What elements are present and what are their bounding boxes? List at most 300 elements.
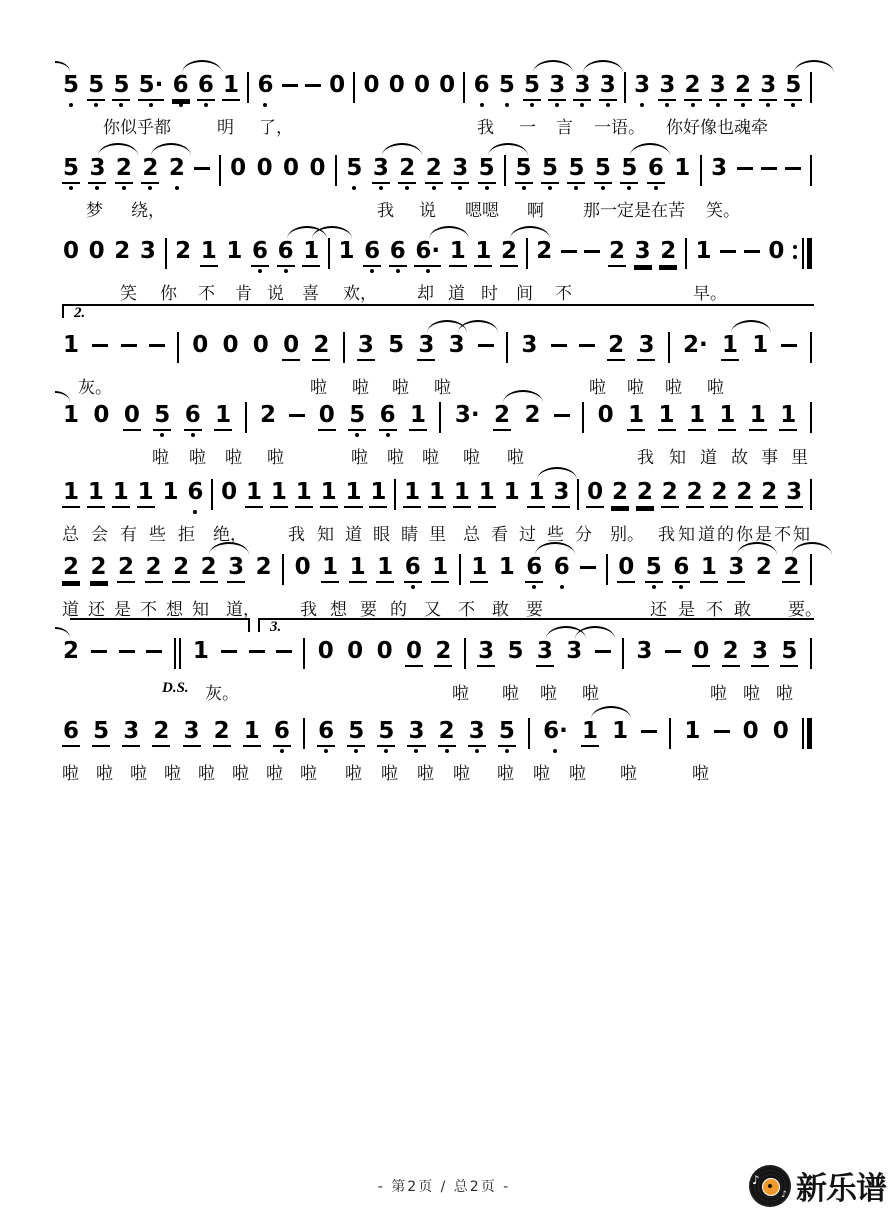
lyric-syllable: 啦 xyxy=(351,448,368,467)
barline xyxy=(802,718,812,749)
note-token: 1 xyxy=(695,238,712,264)
lyric-syllable: 不 xyxy=(706,600,723,619)
lyric-syllable: 看 xyxy=(491,525,508,544)
note-token: 1 xyxy=(87,479,105,508)
lyric-syllable: 还 xyxy=(88,600,105,619)
note-token: 1 xyxy=(214,402,232,431)
note-token: 5 xyxy=(541,155,559,184)
lyric-syllable: 想 xyxy=(166,600,183,619)
note-token: 6 xyxy=(184,402,202,431)
note-token: 2 xyxy=(117,554,135,583)
note-token: 1 xyxy=(700,554,718,583)
duration-dash xyxy=(737,167,753,170)
note-token: 5 xyxy=(498,718,516,747)
lyric-syllable: 啦 xyxy=(743,684,760,703)
lyric-syllable: 啦 xyxy=(96,764,113,783)
barline xyxy=(303,718,305,749)
barline xyxy=(282,554,284,585)
note-token: 0 xyxy=(617,554,635,583)
lyric-syllable: 知 xyxy=(678,525,695,544)
lyric-syllable: 我 xyxy=(477,118,494,137)
note-token: 1 xyxy=(338,238,355,264)
notes-row xyxy=(62,402,812,438)
note-token: 2 xyxy=(200,554,218,583)
note-token: 2 xyxy=(213,718,231,747)
note-token: 0 xyxy=(230,155,247,181)
note-token: 1 xyxy=(162,479,179,505)
note-token: 3 xyxy=(727,554,745,583)
lyric-syllable: 过 xyxy=(519,525,536,544)
lyrics-row xyxy=(62,113,812,139)
lyric-syllable: 啦 xyxy=(417,764,434,783)
note-token: 0 xyxy=(388,72,405,98)
barline xyxy=(528,718,530,749)
note-token: 6· xyxy=(414,238,441,267)
barline xyxy=(810,155,812,186)
lyric-syllable: 些 xyxy=(547,525,564,544)
duration-dash xyxy=(551,344,567,347)
note-token: 1 xyxy=(63,332,80,358)
note-token: 3 xyxy=(357,332,375,361)
note-token: 5 xyxy=(153,402,171,431)
lyric-syllable: 知 xyxy=(317,525,334,544)
duration-dash xyxy=(119,650,135,653)
barline xyxy=(668,332,670,363)
note-token: 0 xyxy=(252,332,269,358)
notes-row xyxy=(62,72,812,108)
barline xyxy=(624,72,626,103)
duration-dash xyxy=(282,84,298,87)
lyric-syllable: 不 xyxy=(198,284,215,303)
note-token: 3 xyxy=(536,638,554,667)
lyrics-row xyxy=(62,196,812,222)
barline xyxy=(669,718,671,749)
duration-dash xyxy=(221,650,237,653)
duration-dash xyxy=(276,650,292,653)
duration-dash xyxy=(561,250,577,253)
lyric-syllable: 啦 xyxy=(710,684,727,703)
barline xyxy=(303,638,305,669)
note-token: 2 xyxy=(735,479,753,508)
lyric-syllable: 啦 xyxy=(130,764,147,783)
note-token: 2 xyxy=(524,402,541,428)
note-token: 5 xyxy=(348,402,366,431)
note-token: 3 xyxy=(785,479,803,508)
barline xyxy=(577,479,579,510)
note-token: 3 xyxy=(711,155,728,181)
lyric-syllable: 你 xyxy=(736,525,753,544)
barline xyxy=(810,402,812,433)
lyric-syllable: 道 xyxy=(700,448,717,467)
lyric-syllable: 故 xyxy=(731,448,748,467)
lyric-syllable: 的 xyxy=(717,525,734,544)
volta-label: 3. xyxy=(270,619,282,635)
duration-dash xyxy=(305,84,321,87)
note-token: 3 xyxy=(658,72,676,101)
note-token: 2 xyxy=(425,155,443,184)
duration-dash xyxy=(714,730,730,733)
lyric-syllable: 啦 xyxy=(266,764,283,783)
note-token: 2 xyxy=(493,402,511,431)
note-token: 1 xyxy=(612,718,629,744)
note-token: 6 xyxy=(187,479,204,505)
barline xyxy=(174,638,181,669)
duration-dash xyxy=(720,250,736,253)
note-token: 0 xyxy=(222,332,239,358)
lyric-syllable: 我 xyxy=(288,525,305,544)
note-token: 0 xyxy=(597,402,614,428)
notes-row xyxy=(62,479,812,515)
lyric-syllable: 啦 xyxy=(569,764,586,783)
note-token: 5 xyxy=(377,718,395,747)
lyrics-row xyxy=(62,679,812,705)
note-token: 2 xyxy=(141,155,159,184)
note-token: 1 xyxy=(478,479,496,508)
note-token: 1 xyxy=(302,238,320,267)
lyric-syllable: 啦 xyxy=(540,684,557,703)
note-token: 2 xyxy=(115,155,133,184)
duration-dash xyxy=(289,414,305,417)
note-token: 1 xyxy=(321,554,339,583)
lyric-syllable: 我 xyxy=(377,201,394,220)
note-token: 2 xyxy=(536,238,553,264)
note-token: 1 xyxy=(270,479,288,508)
note-token: 2 xyxy=(686,479,704,508)
note-token: 2 xyxy=(710,479,728,508)
music-system xyxy=(62,155,812,222)
brand-name: 新乐谱 xyxy=(796,1171,886,1207)
music-system xyxy=(62,305,812,399)
note-token: 5 xyxy=(780,638,798,667)
lyric-syllable: 啦 xyxy=(692,764,709,783)
barline xyxy=(810,72,812,103)
lyric-syllable: 了， xyxy=(259,118,293,137)
note-token: 1 xyxy=(409,402,427,431)
note-token: 6 xyxy=(172,72,190,101)
lyric-syllable: 啦 xyxy=(507,448,524,467)
lyric-syllable: 道， xyxy=(226,600,260,619)
lyric-syllable: 啦 xyxy=(627,378,644,397)
barline xyxy=(335,155,337,186)
lyric-syllable: 拒 xyxy=(178,525,195,544)
lyric-syllable: 还 xyxy=(650,600,667,619)
duration-dash xyxy=(249,650,265,653)
note-token: 1 xyxy=(62,479,80,508)
note-token: 1 xyxy=(403,479,421,508)
note-token: 5 xyxy=(784,72,802,101)
lyric-syllable: 是 xyxy=(114,600,131,619)
note-token: 5 xyxy=(62,155,80,184)
note-token: 6 xyxy=(257,72,274,98)
lyric-syllable: 啦 xyxy=(164,764,181,783)
note-token: 5 xyxy=(478,155,496,184)
lyric-syllable: 灰。 xyxy=(205,684,239,703)
duration-dash xyxy=(580,566,596,569)
barline xyxy=(464,638,466,669)
lyric-syllable: 一语。 xyxy=(594,118,645,137)
lyric-syllable: 啦 xyxy=(589,378,606,397)
barline xyxy=(177,332,179,363)
lyric-syllable: 绝， xyxy=(213,525,247,544)
lyric-syllable: 啦 xyxy=(352,378,369,397)
lyric-syllable: 啦 xyxy=(381,764,398,783)
brand-logo xyxy=(749,1163,886,1208)
note-token: 0 xyxy=(294,554,311,580)
barline xyxy=(506,332,508,363)
note-token: 3 xyxy=(417,332,435,361)
note-token: 5 xyxy=(645,554,663,583)
lyric-syllable: 你似乎都 xyxy=(103,118,171,137)
lyric-syllable: 分 xyxy=(575,525,592,544)
note-token: 5 xyxy=(87,72,105,101)
lyric-syllable: 啦 xyxy=(422,448,439,467)
note-token: 2· xyxy=(682,332,708,358)
lyric-syllable: 啦 xyxy=(665,378,682,397)
note-token: 3 xyxy=(372,155,390,184)
duration-dash xyxy=(146,650,162,653)
note-token: 2 xyxy=(760,479,778,508)
note-token: 0 xyxy=(88,238,105,264)
note-token: 3 xyxy=(407,718,425,747)
music-system xyxy=(62,72,812,139)
note-token: 2 xyxy=(636,479,654,508)
lyric-syllable: 是 xyxy=(678,600,695,619)
duration-dash xyxy=(744,250,760,253)
note-token: 3 xyxy=(634,72,651,98)
note-token: 2 xyxy=(114,238,131,264)
lyrics-row xyxy=(62,759,812,785)
note-token: 1 xyxy=(721,332,739,361)
note-token: 2 xyxy=(172,554,190,583)
note-token: 0 xyxy=(123,402,141,431)
barline xyxy=(793,238,812,269)
note-token: 2 xyxy=(168,155,185,181)
note-token: 0 xyxy=(317,638,334,664)
note-token: 1 xyxy=(344,479,362,508)
lyric-syllable: 啦 xyxy=(620,764,637,783)
barline xyxy=(353,72,355,103)
lyric-syllable: 啦 xyxy=(497,764,514,783)
notes-row xyxy=(62,332,812,368)
lyric-syllable: 里 xyxy=(791,448,808,467)
note-token: 3 xyxy=(552,479,570,508)
note-token: 0 xyxy=(768,238,785,264)
notes-row xyxy=(62,638,812,674)
note-token: 3 xyxy=(566,638,583,664)
note-token: 1 xyxy=(581,718,599,747)
lyric-syllable: 会 xyxy=(91,525,108,544)
note-token: 3 xyxy=(573,72,591,101)
lyric-syllable: 啦 xyxy=(387,448,404,467)
note-token: 0 xyxy=(256,155,273,181)
barline xyxy=(606,554,608,585)
note-token: 2 xyxy=(398,155,416,184)
barline xyxy=(439,402,441,433)
lyric-syllable: 笑。 xyxy=(706,201,740,220)
note-token: 0 xyxy=(221,479,238,505)
lyric-syllable: 啦 xyxy=(452,684,469,703)
note-token: 5 xyxy=(498,72,515,98)
lyric-syllable: 间 xyxy=(516,284,533,303)
barline xyxy=(526,238,528,269)
note-token: 5· xyxy=(138,72,165,101)
note-token: 6 xyxy=(277,238,295,267)
music-system xyxy=(62,619,812,705)
note-token: 5 xyxy=(515,155,533,184)
lyric-syllable: 眼 xyxy=(373,525,390,544)
note-token: 2 xyxy=(175,238,192,264)
note-token: 6 xyxy=(404,554,422,583)
notes-row xyxy=(62,718,812,754)
lyric-syllable: 嗯嗯 xyxy=(465,201,499,220)
note-token: 1 xyxy=(295,479,313,508)
note-token: 2 xyxy=(607,332,625,361)
lyrics-row xyxy=(62,373,812,399)
note-token: 1 xyxy=(449,238,467,267)
lyric-syllable: 别。 xyxy=(610,525,644,544)
note-token: 1 xyxy=(369,479,387,508)
note-token: 3 xyxy=(468,718,486,747)
note-token: 2 xyxy=(152,718,170,747)
lyric-syllable: 啦 xyxy=(392,378,409,397)
lyric-syllable: 喜 xyxy=(302,284,319,303)
note-token: 3 xyxy=(599,72,617,101)
barline xyxy=(810,332,812,363)
note-token: 3 xyxy=(521,332,538,358)
lyric-syllable: 我 xyxy=(300,600,317,619)
note-token: 1 xyxy=(243,718,261,747)
note-token: 3· xyxy=(454,402,480,428)
music-system xyxy=(62,479,812,546)
note-token: 0 xyxy=(439,72,456,98)
note-token: 5 xyxy=(523,72,541,101)
barline xyxy=(810,479,812,510)
lyric-syllable: 你 xyxy=(160,284,177,303)
note-token: 2 xyxy=(438,718,456,747)
lyric-syllable: 梦 xyxy=(86,201,103,220)
note-token: 0 xyxy=(282,332,300,361)
volta-bracket xyxy=(258,618,814,632)
note-token: 6 xyxy=(647,155,665,184)
duration-dash xyxy=(584,250,600,253)
duration-dash xyxy=(781,344,797,347)
record-hole xyxy=(768,1184,772,1188)
note-token: 5 xyxy=(507,638,524,664)
note-token: 2 xyxy=(255,554,272,580)
note-token: 0 xyxy=(309,155,326,181)
note-token: 1 xyxy=(779,402,797,431)
note-token: 0 xyxy=(363,72,380,98)
note-token: 1 xyxy=(226,238,243,264)
duration-dash xyxy=(595,650,611,653)
lyric-syllable: 是 xyxy=(755,525,772,544)
note-token: 2 xyxy=(434,638,452,667)
note-token: 0 xyxy=(192,332,209,358)
duration-dash xyxy=(665,650,681,653)
note-token: 1 xyxy=(688,402,706,431)
duration-dash xyxy=(785,167,801,170)
barline xyxy=(247,72,249,103)
note-token: 3 xyxy=(759,72,777,101)
lyric-syllable: 啦 xyxy=(707,378,724,397)
note-token: 0 xyxy=(93,402,110,428)
barline xyxy=(343,332,345,363)
note-token: 2 xyxy=(608,238,626,267)
lyrics-row xyxy=(62,443,812,469)
note-token: 5 xyxy=(112,72,130,101)
barline xyxy=(165,238,167,269)
note-token: 1 xyxy=(222,72,240,101)
barline xyxy=(504,155,506,186)
lyric-syllable: 要。 xyxy=(788,600,822,619)
lyric-syllable: 绕， xyxy=(131,201,165,220)
note-token: 3 xyxy=(637,332,655,361)
lyric-syllable: 总 xyxy=(62,525,79,544)
lyric-syllable: 想 xyxy=(330,600,347,619)
duration-dash xyxy=(92,344,108,347)
lyric-syllable: 欢， xyxy=(343,284,377,303)
note-token: 0 xyxy=(318,402,336,431)
lyric-syllable: 要 xyxy=(526,600,543,619)
note-token: 1 xyxy=(752,332,769,358)
note-token: 1 xyxy=(658,402,676,431)
lyric-syllable: 说 xyxy=(267,284,284,303)
notes-row xyxy=(62,155,812,191)
note-token: 1 xyxy=(137,479,155,508)
lyric-syllable: 啦 xyxy=(345,764,362,783)
lyric-syllable: 不 xyxy=(140,600,157,619)
music-system xyxy=(62,238,812,305)
note-token: 6 xyxy=(317,718,335,747)
lyric-syllable: 有 xyxy=(120,525,137,544)
music-system xyxy=(62,554,822,621)
lyric-syllable: 要 xyxy=(360,600,377,619)
note-token: 3 xyxy=(88,155,106,184)
lyric-syllable: 总 xyxy=(463,525,480,544)
footer-page-indicator: - 第2页 / 总2页 - xyxy=(377,1179,511,1195)
note-token: 1 xyxy=(470,554,488,583)
note-token: 0 xyxy=(347,638,364,664)
lyric-syllable: 敢 xyxy=(492,600,509,619)
lyric-syllable: 时 xyxy=(481,284,498,303)
lyric-syllable: 知 xyxy=(192,600,209,619)
lyric-syllable: 道 xyxy=(345,525,362,544)
lyric-syllable: 知 xyxy=(669,448,686,467)
note-token: 6 xyxy=(553,554,570,580)
lyric-syllable: 睛 xyxy=(401,525,418,544)
music-note-icon: ♪ xyxy=(752,1172,760,1187)
barline xyxy=(700,155,702,186)
note-token: 1 xyxy=(428,479,446,508)
note-token: 5 xyxy=(347,718,365,747)
notes-row xyxy=(62,554,812,590)
note-token: 1 xyxy=(498,554,515,580)
volta-bracket xyxy=(62,304,814,318)
lyric-syllable: 啦 xyxy=(152,448,169,467)
note-token: 2 xyxy=(500,238,518,267)
lyric-syllable: 啦 xyxy=(582,684,599,703)
lyric-syllable: 啦 xyxy=(232,764,249,783)
lyric-syllable: 我 xyxy=(658,525,675,544)
lyric-syllable: 敢 xyxy=(734,600,751,619)
note-token: 5 xyxy=(567,155,585,184)
notes-row xyxy=(62,238,812,274)
note-token: 1 xyxy=(431,554,449,583)
note-token: 2 xyxy=(734,72,752,101)
duration-dash xyxy=(641,730,657,733)
note-token: 3 xyxy=(122,718,140,747)
note-token: 0 xyxy=(772,718,789,744)
